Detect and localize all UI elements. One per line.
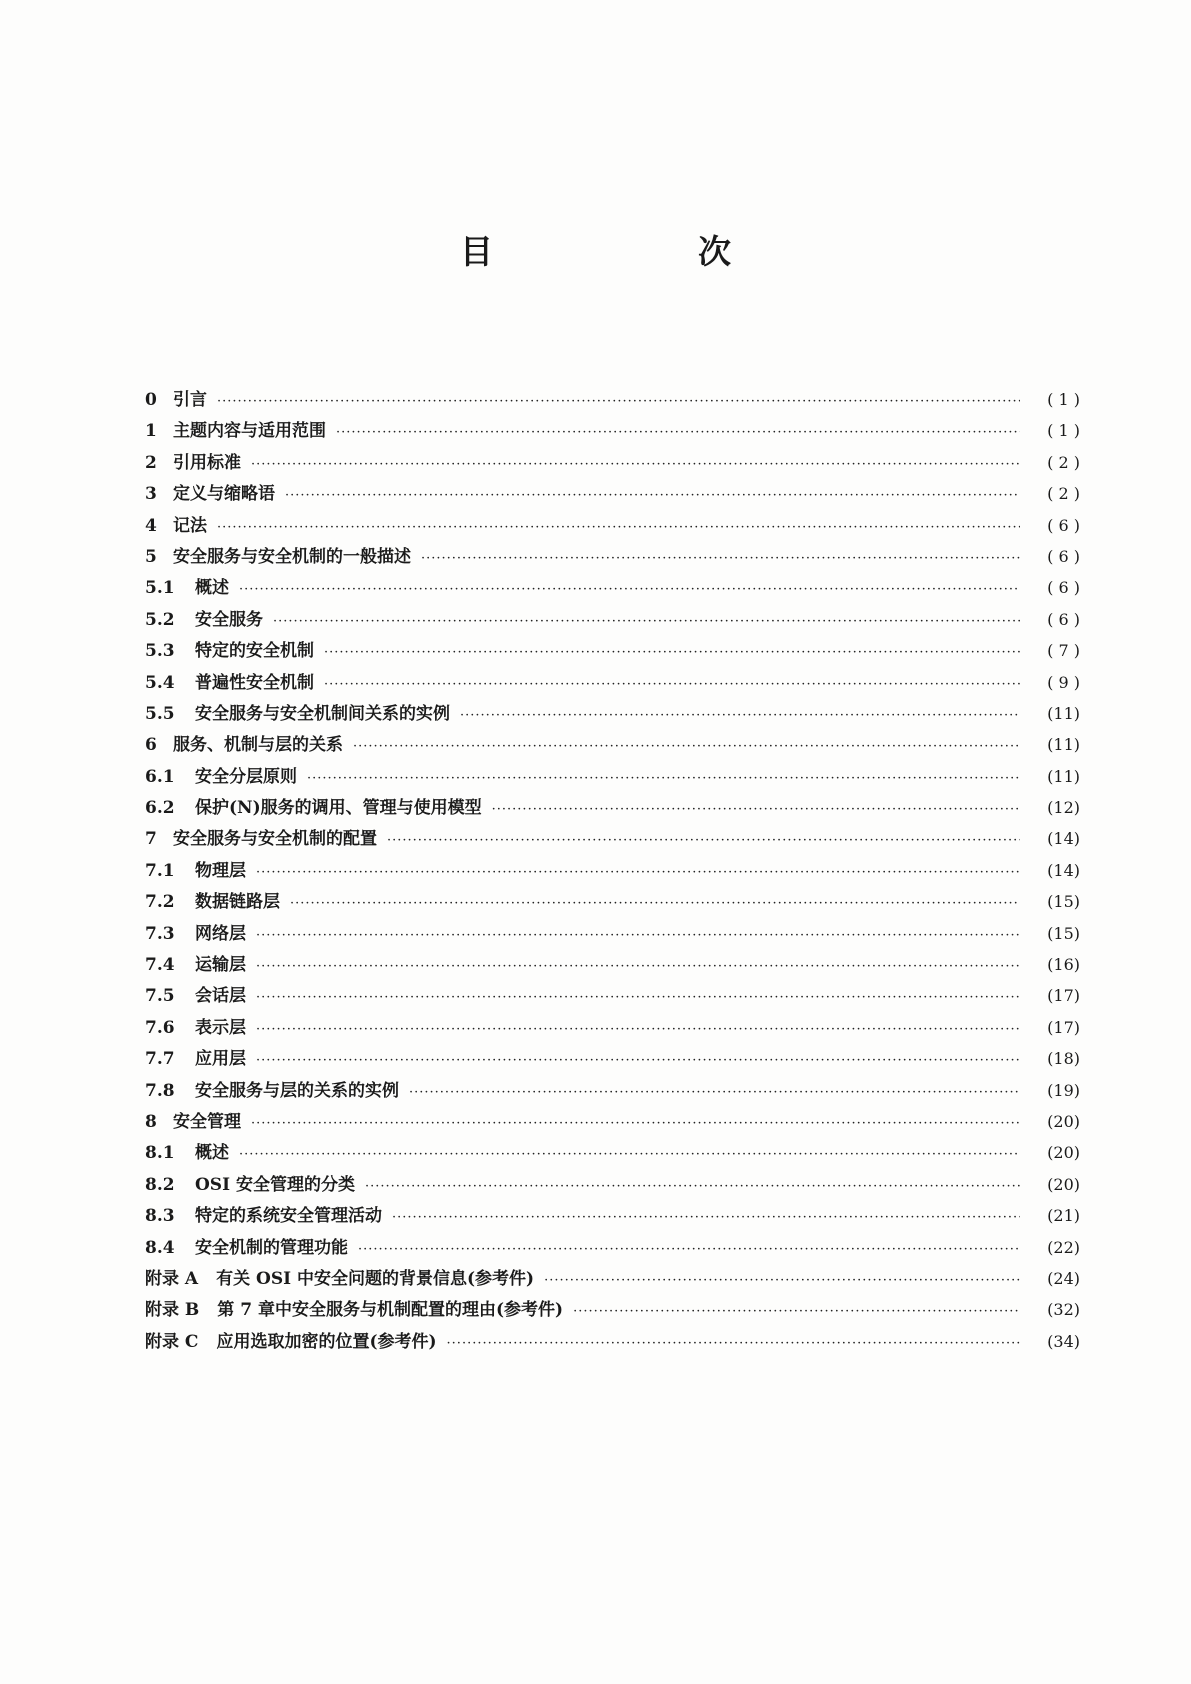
- toc-entry-appendix[interactable]: [145, 1264, 1080, 1295]
- toc-page: ( 2 ): [1047, 452, 1080, 472]
- toc-number: 6.1: [145, 766, 175, 787]
- dot-leader: [409, 1085, 1020, 1100]
- toc-label: 安全管理: [173, 1111, 241, 1132]
- dot-leader: [290, 896, 1020, 911]
- toc-label: 第 7 章中安全服务与机制配置的理由(参考件): [217, 1300, 564, 1321]
- toc-label: 网络层: [195, 923, 246, 944]
- dot-leader: [324, 677, 1020, 692]
- toc-label: 运输层: [195, 955, 246, 976]
- dot-leader: [336, 425, 1020, 440]
- toc-entry[interactable]: [145, 1170, 1080, 1201]
- toc-number: 3: [145, 484, 157, 505]
- toc-label: 保护(N)服务的调用、管理与使用模型: [195, 798, 482, 819]
- toc-label: 安全分层原则: [195, 766, 297, 787]
- toc-entry[interactable]: [145, 919, 1080, 950]
- toc-label: 主题内容与适用范围: [173, 421, 326, 442]
- toc-number: 5: [145, 546, 157, 567]
- toc-page: (19): [1047, 1080, 1080, 1100]
- toc-page: ( 1 ): [1047, 421, 1080, 441]
- toc-number: 7.5: [145, 986, 175, 1007]
- dot-leader: [239, 582, 1020, 597]
- toc-entry[interactable]: [145, 981, 1080, 1012]
- toc-number: 6.2: [145, 798, 175, 819]
- dot-leader: [492, 802, 1020, 817]
- toc-page: (15): [1047, 892, 1080, 912]
- dot-leader: [256, 928, 1020, 943]
- toc-label: 定义与缩略语: [173, 484, 275, 505]
- toc-entry[interactable]: [145, 1233, 1080, 1264]
- toc-entry[interactable]: [145, 416, 1080, 447]
- toc-entry[interactable]: [145, 542, 1080, 573]
- toc-entry-appendix[interactable]: [145, 1327, 1080, 1358]
- toc-page: (20): [1047, 1174, 1080, 1194]
- toc-entry[interactable]: [145, 793, 1080, 824]
- toc-page: (15): [1047, 923, 1080, 943]
- toc-label: 特定的系统安全管理活动: [195, 1206, 382, 1227]
- toc-entry[interactable]: [145, 730, 1080, 761]
- toc-entry[interactable]: [145, 1201, 1080, 1232]
- toc-page: ( 1 ): [1047, 390, 1080, 409]
- dot-leader: [307, 771, 1020, 786]
- dot-leader: [251, 457, 1020, 472]
- toc-number: 7.2: [145, 892, 175, 913]
- toc-entry[interactable]: [145, 699, 1080, 730]
- dot-leader: [273, 614, 1020, 629]
- dot-leader: [387, 833, 1020, 848]
- toc-number: 7.4: [145, 955, 175, 976]
- toc-entry[interactable]: [145, 762, 1080, 793]
- dot-leader: [365, 1179, 1020, 1194]
- page-title: 目 次: [460, 232, 817, 271]
- toc-number: 7.1: [145, 860, 175, 881]
- toc-number: 7.7: [145, 1049, 175, 1070]
- toc-label: 特定的安全机制: [195, 641, 314, 662]
- toc-label: 普遍性安全机制: [195, 672, 314, 693]
- dot-leader: [392, 1210, 1020, 1225]
- toc-number: 2: [145, 452, 157, 473]
- toc-number: 7: [145, 829, 157, 850]
- toc-number: 7.8: [145, 1080, 175, 1101]
- dot-leader: [256, 1022, 1020, 1037]
- toc-entry[interactable]: [145, 1107, 1080, 1138]
- toc-label: 数据链路层: [195, 892, 280, 913]
- toc-entry[interactable]: [145, 1138, 1080, 1169]
- dot-leader: [324, 645, 1020, 660]
- dot-leader: [460, 708, 1020, 723]
- toc-number: 4: [145, 515, 157, 536]
- dot-leader: [239, 1147, 1020, 1162]
- toc-entry[interactable]: [145, 479, 1080, 510]
- toc-number: 0: [145, 390, 157, 410]
- toc-number: 7.6: [145, 1017, 175, 1038]
- toc-label: 表示层: [195, 1017, 246, 1038]
- toc-entry[interactable]: [145, 511, 1080, 542]
- toc-entry[interactable]: [145, 636, 1080, 667]
- dot-leader: [217, 520, 1020, 535]
- toc-number: 5.2: [145, 609, 175, 630]
- toc-entry[interactable]: [145, 573, 1080, 604]
- toc-page: ( 6 ): [1047, 578, 1080, 598]
- dot-leader: [544, 1273, 1020, 1288]
- toc-page: ( 6 ): [1047, 546, 1080, 566]
- toc-label: 应用选取加密的位置(参考件): [216, 1331, 437, 1352]
- toc-label: 物理层: [195, 860, 246, 881]
- toc-label: 安全服务与层的关系的实例: [195, 1080, 399, 1101]
- toc-page: (16): [1047, 955, 1080, 975]
- dot-leader: [256, 959, 1020, 974]
- toc-label: 安全服务与安全机制的一般描述: [173, 546, 411, 567]
- toc-page: (18): [1047, 1049, 1080, 1069]
- toc-label: 会话层: [195, 986, 246, 1007]
- toc-label: 安全服务与安全机制的配置: [173, 829, 377, 850]
- dot-leader: [285, 488, 1020, 503]
- toc-page: (17): [1047, 1017, 1080, 1037]
- toc-label: 安全机制的管理功能: [195, 1237, 348, 1258]
- toc-number: 8: [145, 1111, 157, 1132]
- toc-page: (14): [1047, 860, 1080, 880]
- toc-number: 8.4: [145, 1237, 175, 1258]
- dot-leader: [353, 739, 1020, 754]
- toc-number: 8.3: [145, 1206, 175, 1227]
- toc-page: (17): [1047, 986, 1080, 1006]
- toc-number: 5.1: [145, 578, 175, 599]
- toc-number: 8.1: [145, 1143, 175, 1164]
- dot-leader: [573, 1304, 1020, 1319]
- dot-leader: [421, 551, 1020, 566]
- toc-label: 有关 OSI 中安全问题的背景信息(参考件): [216, 1268, 535, 1289]
- toc-entry[interactable]: [145, 448, 1080, 479]
- toc-label: 记法: [173, 515, 207, 536]
- toc-entry[interactable]: [145, 856, 1080, 887]
- toc-page: (32): [1047, 1300, 1080, 1320]
- toc-number: 8.2: [145, 1174, 175, 1195]
- toc-page: (21): [1047, 1206, 1080, 1226]
- toc-label: 服务、机制与层的关系: [173, 735, 343, 756]
- toc-entry[interactable]: [145, 1076, 1080, 1107]
- toc-number: 5.3: [145, 641, 175, 662]
- toc-number: 5.5: [145, 703, 175, 724]
- toc-number: 附录 B: [145, 1300, 200, 1321]
- toc-entry[interactable]: [145, 1044, 1080, 1075]
- toc-number: 5.4: [145, 672, 175, 693]
- toc-page: ( 6 ): [1047, 609, 1080, 629]
- toc-page: ( 2 ): [1047, 484, 1080, 504]
- toc-entry-appendix[interactable]: [145, 1295, 1080, 1326]
- dot-leader: [256, 990, 1020, 1005]
- toc-label: 应用层: [195, 1049, 246, 1070]
- toc-label: 安全服务: [195, 609, 263, 630]
- toc-entry[interactable]: [145, 824, 1080, 855]
- toc-page: (20): [1047, 1143, 1080, 1163]
- toc-page: (12): [1047, 798, 1080, 818]
- dot-leader: [447, 1336, 1020, 1351]
- toc-page: (24): [1047, 1268, 1080, 1288]
- toc-label: 安全服务与安全机制间关系的实例: [195, 703, 450, 724]
- toc-number: 附录 C: [145, 1331, 199, 1352]
- toc-label: 概述: [195, 578, 229, 599]
- table-of-contents: [145, 385, 1080, 1358]
- toc-number: 7.3: [145, 923, 175, 944]
- toc-page: (20): [1047, 1111, 1080, 1131]
- toc-label: 引用标准: [173, 452, 241, 473]
- toc-page: ( 6 ): [1047, 515, 1080, 535]
- toc-page: (34): [1047, 1331, 1080, 1351]
- dot-leader: [251, 1116, 1020, 1131]
- toc-label: OSI 安全管理的分类: [195, 1174, 355, 1195]
- toc-entry[interactable]: [145, 385, 1080, 416]
- dot-leader: [256, 1053, 1020, 1068]
- toc-page: (11): [1047, 735, 1080, 755]
- toc-entry[interactable]: [145, 668, 1080, 699]
- dot-leader: [256, 865, 1020, 880]
- toc-entry[interactable]: [145, 1013, 1080, 1044]
- toc-page: (11): [1047, 703, 1080, 723]
- toc-entry[interactable]: [145, 950, 1080, 981]
- toc-page: (11): [1047, 766, 1080, 786]
- toc-page: ( 9 ): [1047, 672, 1080, 692]
- dot-leader: [358, 1242, 1020, 1257]
- toc-entry[interactable]: [145, 887, 1080, 918]
- toc-number: 1: [145, 421, 157, 442]
- dot-leader: [217, 394, 1020, 409]
- toc-page: ( 7 ): [1047, 641, 1080, 661]
- toc-label: 概述: [195, 1143, 229, 1164]
- toc-page: (22): [1047, 1237, 1080, 1257]
- toc-page: (14): [1047, 829, 1080, 849]
- toc-label: 引言: [173, 390, 207, 410]
- toc-number: 6: [145, 735, 157, 756]
- toc-entry[interactable]: [145, 605, 1080, 636]
- toc-number: 附录 A: [145, 1268, 199, 1289]
